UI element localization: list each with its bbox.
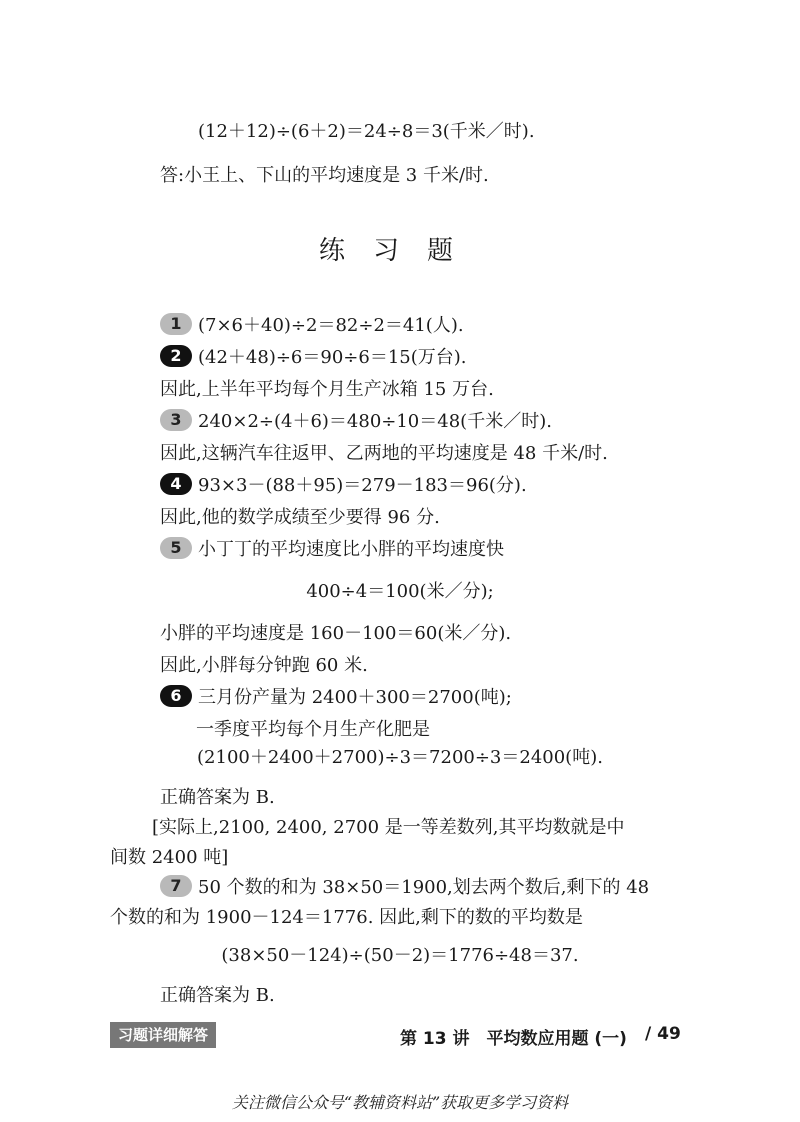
q6-line (160, 686, 512, 710)
q7-badge: 7 (160, 875, 192, 897)
footer-page-number: / 49 (645, 1024, 681, 1044)
q5-line (160, 538, 504, 562)
q7-line (160, 876, 649, 900)
footer-lecture: 第 13 讲 平均数应用题 (一) (400, 1029, 627, 1049)
q6-equation: (2100＋2400＋2700)÷3＝7200÷3＝2400(吨). (197, 747, 603, 768)
bottom-note: 关注微信公众号“教辅资料站”获取更多学习资料 (231, 1093, 569, 1112)
top-answer: 答:小王上、下山的平均速度是 3 千米/时. (160, 165, 489, 186)
q5-badge: 5 (160, 537, 192, 559)
q2-conclusion: 因此,上半年平均每个月生产冰箱 15 万台. (160, 379, 494, 400)
q3-badge: 3 (160, 409, 192, 431)
q5-line2: 小胖的平均速度是 160－100＝60(米／分). (160, 623, 512, 644)
q1-line (160, 314, 464, 338)
q2-line (160, 346, 467, 370)
q4-equation: 93×3－(88＋95)＝279－183＝96(分). (198, 475, 527, 496)
q7-text2: 个数的和为 1900－124＝1776. 因此,剩下的数的平均数是 (110, 907, 583, 928)
footer-label: 习题详细解答 (110, 1022, 216, 1048)
q6-answer: 正确答案为 B. (160, 787, 275, 808)
q5-equation: 400÷4＝100(米／分); (306, 581, 494, 602)
q6-note-line2: 间数 2400 吨] (110, 847, 229, 868)
q1-badge: 1 (160, 313, 192, 335)
q6-note-line1: [实际上,2100, 2400, 2700 是一等差数列,其平均数就是中 (152, 817, 625, 838)
q5-conclusion: 因此,小胖每分钟跑 60 米. (160, 655, 368, 676)
q2-equation: (42＋48)÷6＝90÷6＝15(万台). (198, 347, 467, 368)
q4-badge: 4 (160, 473, 192, 495)
section-title: 练习题 (318, 236, 481, 266)
q7-answer-line: 正确答案为 B. (160, 985, 275, 1006)
q3-conclusion: 因此,这辆汽车往返甲、乙两地的平均速度是 48 千米/时. (160, 443, 608, 464)
top-equation: (12＋12)÷(6＋2)＝24÷8＝3(千米／时). (198, 121, 535, 142)
q6-text: 三月份产量为 2400＋300＝2700(吨); (198, 687, 512, 708)
q5-text: 小丁丁的平均速度比小胖的平均速度快 (198, 539, 504, 560)
q1-equation: (7×6＋40)÷2＝82÷2＝41(人). (198, 315, 464, 336)
q4-line (160, 474, 527, 498)
q2-badge: 2 (160, 345, 192, 367)
q3-line (160, 410, 552, 434)
q3-equation: 240×2÷(4＋6)＝480÷10＝48(千米／时). (198, 411, 552, 432)
q6-line2: 一季度平均每个月生产化肥是 (196, 719, 430, 740)
q6-badge: 6 (160, 685, 192, 707)
q7-text1: 50 个数的和为 38×50＝1900,划去两个数后,剩下的 48 (198, 877, 650, 898)
q4-conclusion: 因此,他的数学成绩至少要得 96 分. (160, 507, 440, 528)
q7-equation: (38×50－124)÷(50－2)＝1776÷48＝37. (221, 945, 579, 966)
